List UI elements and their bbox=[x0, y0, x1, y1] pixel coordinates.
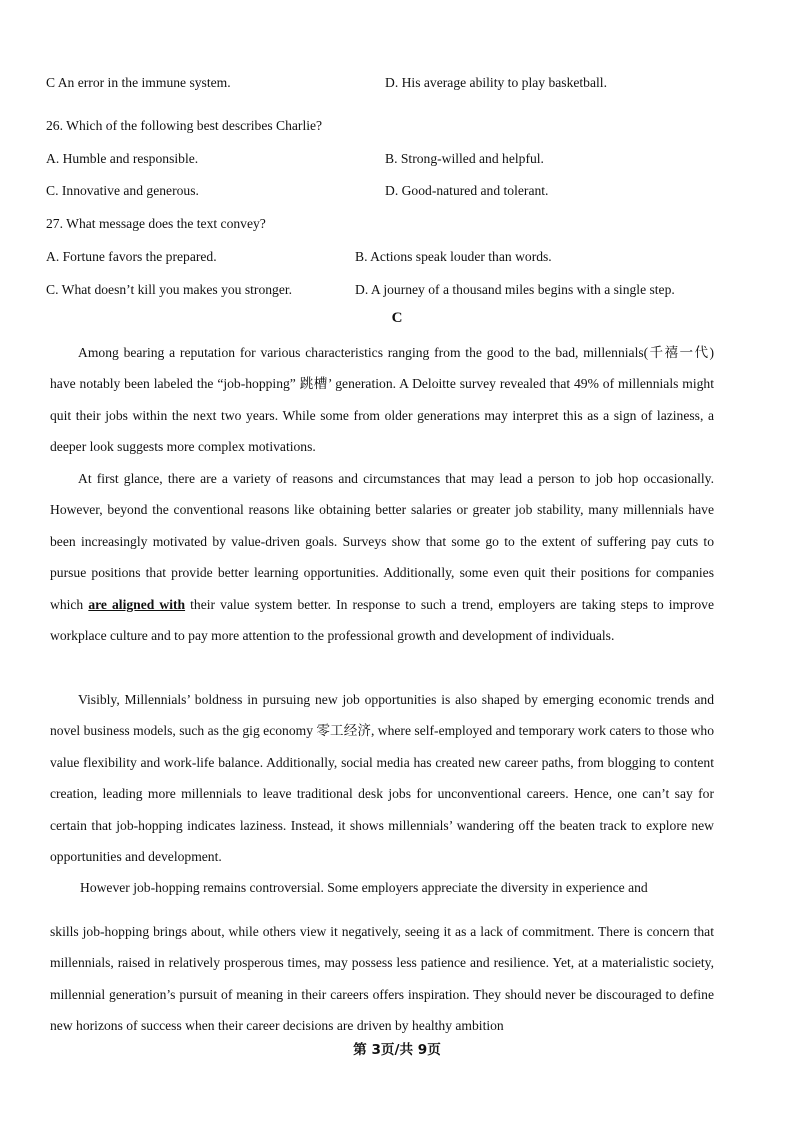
q27-option-a: A. Fortune favors the prepared. bbox=[46, 249, 217, 264]
paragraph-2-text-start: At first glance, there are a variety of reasons and circumstances that may lead a person to job hop occasionally. However, beyond the conventional reasons like obtaining better salaries or greater job stability, many millennials have been increasingly motivated by value-driven goals. Surveys show that some go to the extent of suffering pay cuts to pursue positions that provide better learning opportunities. Additionally, some even quit their positions for companies which bbox=[50, 471, 714, 612]
q26-option-d: D. Good-natured and tolerant. bbox=[385, 183, 549, 198]
passage-paragraph-4-rest: skills job-hopping brings about, while others view it negatively, seeing it as a lack of commitment. There is concern that millennials, raised in relatively prosperous times, may possess less patience and resilience. Yet, at a materialistic society, millennial generation’s pursuit of meaning in their careers offers inspiration. They should never be discouraged to define new horizons of success when their career decisions are driven by healthy ambition bbox=[50, 924, 714, 1034]
page-number: 第 3页/共 9页 bbox=[353, 1042, 441, 1058]
passage-paragraph-2 bbox=[50, 463, 714, 651]
q27-option-d: D. A journey of a thousand miles begins with a single step. bbox=[355, 282, 675, 297]
section-label: C bbox=[391, 310, 403, 326]
q26-stem: 26. Which of the following best describes Charlie? bbox=[46, 118, 323, 133]
q27-option-c: C. What doesn’t kill you makes you stronger. bbox=[46, 282, 293, 297]
underlined-phrase: are aligned with bbox=[88, 596, 186, 612]
paragraph-2-text-end: their value system better. In response to such a trend, employers are taking steps to improve workplace culture and to pay more attention to the professional growth and development of individuals. bbox=[50, 596, 714, 644]
passage-paragraph-3: Visibly, Millennials’ boldness in pursuing new job opportunities is also shaped by emerging economic trends and novel business models, such as the gig economy 零工经济, where self-employed and temporary work caters to those who value flexibility and work-life balance. Additionally, social media has created new career paths, from blogging to content creation, leading more millennials to leave traditional desk jobs for unconventional careers. Hence, one can’t say for certain that job-hopping indicates laziness. Instead, it shows millennials’ wandering off the beaten track to explore new opportunities and development. bbox=[50, 692, 714, 865]
q26-option-c: C. Innovative and generous. bbox=[46, 183, 199, 198]
q27-stem: 27. What message does the text convey? bbox=[46, 216, 266, 231]
q26-option-a: A. Humble and responsible. bbox=[46, 151, 199, 166]
passage-paragraph-1: Among bearing a reputation for various characteristics ranging from the good to the bad, millennials(千禧一代) have notably been labeled the “job-hopping” 跳槽’ generation. A Deloitte survey revealed that 49% of millennials might quit their jobs within the next two years. While some from older generations may interpret this as a sign of laziness, a deeper look suggests more complex motivations. bbox=[50, 345, 714, 455]
q26-option-b: B. Strong-willed and helpful. bbox=[385, 151, 544, 166]
q25-option-d: D. His average ability to play basketball. bbox=[385, 75, 607, 90]
passage-paragraph-4-first-line: However job-hopping remains controversial. Some employers appreciate the diversity in experience and bbox=[80, 880, 648, 895]
q27-option-b: B. Actions speak louder than words. bbox=[355, 249, 552, 264]
q25-option-c: C An error in the immune system. bbox=[46, 75, 231, 90]
